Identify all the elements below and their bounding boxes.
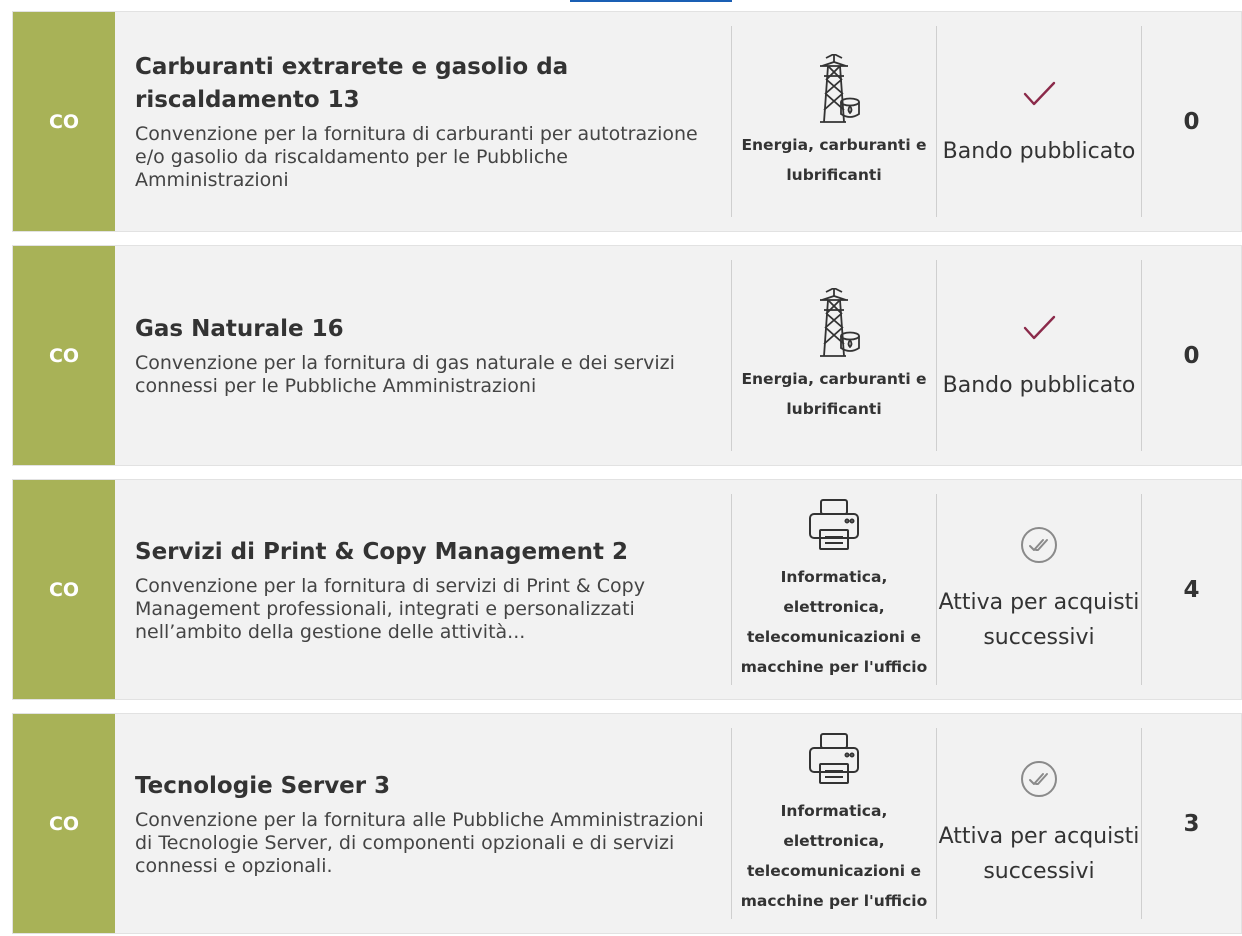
printer-icon [807, 732, 861, 786]
initiative-description: Convenzione per la fornitura di gas naturale e dei servizi connessi per le Pubbliche Amministrazioni [135, 352, 675, 397]
initiative-title[interactable]: Servizi di Print & Copy Management 2 [135, 538, 628, 565]
count-column [1141, 494, 1241, 685]
status-label: Bando pubblicato [942, 373, 1136, 398]
card-main [115, 714, 731, 933]
count-column [1141, 26, 1241, 217]
double-check-circle-icon [1019, 759, 1059, 799]
status-column [936, 728, 1141, 919]
initiative-title[interactable]: Carburanti extrarete e gasolio da riscaldamento 13 [135, 54, 569, 113]
count-column [1141, 260, 1241, 451]
initiative-description: Convenzione per la fornitura di servizi di Print & Copy Management professionali, integrati e personalizzati nell’ambito della gestione delle attività... [135, 574, 645, 643]
card-main [115, 12, 731, 231]
status-column [936, 260, 1141, 451]
category-column [731, 26, 936, 217]
checkmark-icon [1019, 308, 1059, 348]
initiative-title[interactable]: Gas Naturale 16 [135, 316, 344, 342]
type-badge: CO [13, 480, 115, 699]
count-value: 0 [1183, 342, 1200, 369]
category-column [731, 494, 936, 685]
card-main [115, 480, 731, 699]
category-column [731, 728, 936, 919]
count-value: 0 [1183, 108, 1200, 135]
status-label: Attiva per acquisti successivi [938, 823, 1140, 884]
printer-icon [807, 498, 861, 552]
double-check-circle-icon [1019, 525, 1059, 565]
count-value: 4 [1183, 576, 1200, 603]
type-badge: CO [13, 12, 115, 231]
card-main [115, 246, 731, 465]
energy-pylon-icon [806, 288, 862, 360]
status-label: Attiva per acquisti successivi [938, 589, 1140, 650]
initiative-card[interactable] [12, 11, 1242, 232]
initiative-card[interactable] [12, 245, 1242, 466]
category-label: Energia, carburanti e lubrificanti [741, 369, 927, 418]
count-column [1141, 728, 1241, 919]
category-label: Informatica, elettronica, telecomunicazioni e macchine per l'ufficio [740, 801, 928, 910]
status-label: Bando pubblicato [942, 139, 1136, 164]
top-link-underline[interactable] [570, 0, 732, 2]
checkmark-icon [1019, 74, 1059, 114]
initiative-title[interactable]: Tecnologie Server 3 [135, 772, 391, 799]
category-column [731, 260, 936, 451]
category-label: Energia, carburanti e lubrificanti [741, 135, 927, 184]
status-column [936, 494, 1141, 685]
status-column [936, 26, 1141, 217]
count-value: 3 [1183, 810, 1200, 837]
type-badge: CO [13, 714, 115, 933]
energy-pylon-icon [806, 54, 862, 126]
initiative-card[interactable] [12, 713, 1242, 934]
initiative-description: Convenzione per la fornitura alle Pubbliche Amministrazioni di Tecnologie Server, di componenti opzionali e di servizi connessi e opzionali. [135, 808, 704, 877]
type-badge: CO [13, 246, 115, 465]
initiative-description: Convenzione per la fornitura di carburanti per autotrazione e/o gasolio da riscaldamento per le Pubbliche Amministrazioni [135, 123, 698, 191]
category-label: Informatica, elettronica, telecomunicazioni e macchine per l'ufficio [740, 567, 928, 676]
initiatives-list [12, 11, 1242, 934]
initiative-card[interactable] [12, 479, 1242, 700]
